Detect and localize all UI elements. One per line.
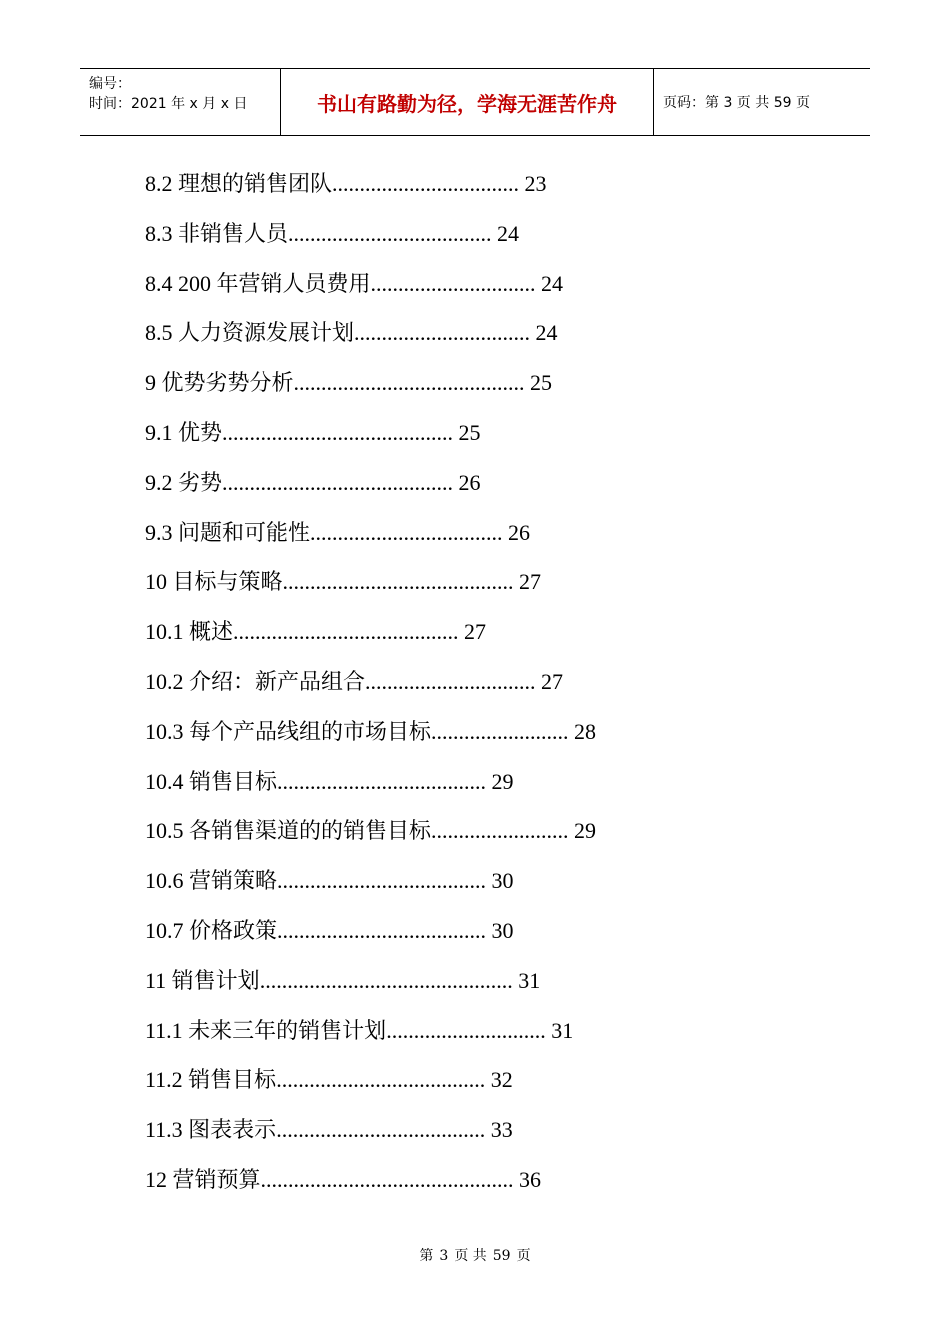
footer-suffix: 页	[516, 1248, 531, 1264]
toc-entry-page-number: 27	[464, 619, 487, 645]
toc-entry-page-number: 31	[551, 1017, 574, 1043]
toc-entry-title: 10.3 每个产品线组的市场目标	[145, 718, 432, 744]
toc-entry-page-number: 31	[518, 967, 541, 993]
toc-entry-leader: ..........................................	[222, 419, 454, 445]
toc-entry-leader: .............................	[386, 1017, 546, 1043]
toc-entry-title: 8.2 理想的销售团队	[145, 171, 333, 196]
toc-entry[interactable]	[145, 762, 596, 812]
toc-entry-title: 9 优势劣势分析	[145, 370, 294, 396]
toc-entry-page-number: 30	[491, 917, 514, 943]
toc-entry-leader: ...................................	[310, 519, 503, 545]
toc-entry-page-number: 23	[524, 171, 547, 196]
toc-entry-leader: .........................	[431, 718, 569, 744]
toc-entry-title: 9.1 优势	[145, 419, 223, 445]
toc-entry-page-number: 24	[535, 320, 558, 346]
toc-entry-title: 8.3 非销售人员	[145, 220, 289, 246]
toc-entry[interactable]	[145, 413, 596, 463]
toc-entry-leader: ..........................................	[293, 370, 525, 396]
toc-entry-page-number: 24	[497, 220, 520, 246]
document-number-label: 编号：	[89, 76, 131, 92]
toc-entry-title: 11.1 未来三年的销售计划	[145, 1017, 387, 1043]
toc-entry[interactable]	[145, 1160, 596, 1210]
toc-entry-leader: .....................................	[288, 220, 492, 246]
toc-entry[interactable]	[145, 662, 596, 712]
toc-entry-page-number: 28	[574, 718, 597, 744]
document-date-label: 时间：2021 年 x 月 x 日	[89, 96, 248, 112]
toc-entry-title: 8.4 200 年营销人员费用	[145, 270, 371, 296]
toc-entry-leader: ..........................................	[222, 469, 454, 495]
toc-entry-title: 8.5 人力资源发展计划	[145, 320, 355, 346]
toc-entry[interactable]	[145, 1060, 596, 1110]
toc-entry-page-number: 29	[574, 818, 597, 844]
footer-prefix: 第	[419, 1248, 434, 1264]
toc-entry-leader: ..............................................	[259, 967, 513, 993]
toc-entry[interactable]	[145, 463, 596, 513]
toc-entry-page-number: 27	[541, 668, 564, 694]
toc-entry[interactable]	[145, 214, 596, 264]
header-motto: 书山有路勤为径，学海无涯苦作舟	[281, 69, 654, 135]
toc-entry[interactable]	[145, 264, 596, 314]
toc-entry-page-number: 33	[490, 1117, 513, 1143]
page-footer	[0, 1245, 950, 1265]
toc-entry-leader: ..........................................	[282, 569, 514, 595]
toc-entry[interactable]	[145, 313, 596, 363]
toc-entry-page-number: 25	[458, 419, 481, 445]
toc-entry-page-number: 29	[491, 768, 514, 794]
toc-entry[interactable]	[145, 562, 596, 612]
toc-entry-leader: ......................................	[277, 868, 487, 894]
toc-entry-leader: ................................	[354, 320, 531, 346]
toc-entry-page-number: 30	[491, 868, 514, 894]
toc-entry-title: 11 销售计划	[145, 967, 260, 993]
toc-entry-page-number: 36	[519, 1166, 542, 1192]
toc-entry[interactable]	[145, 811, 596, 861]
toc-entry[interactable]	[145, 712, 596, 762]
toc-entry-page-number: 32	[490, 1067, 513, 1093]
toc-entry-title: 10.2 介绍：新产品组合	[145, 668, 366, 694]
toc-entry[interactable]	[145, 363, 596, 413]
toc-entry-title: 10.4 销售目标	[145, 768, 278, 794]
toc-entry-leader: ......................................	[277, 917, 487, 943]
page-header	[80, 68, 870, 136]
footer-total-pages: 59	[492, 1248, 511, 1264]
toc-entry-title: 9.2 劣势	[145, 469, 223, 495]
toc-entry-title: 10.5 各销售渠道的的销售目标	[145, 818, 432, 844]
toc-entry-title: 9.3 问题和可能性	[145, 519, 311, 545]
toc-entry-title: 10.1 概述	[145, 619, 234, 645]
toc-entry-leader: ......................................	[277, 768, 487, 794]
toc-entry-title: 12 营销预算	[145, 1166, 261, 1192]
footer-mid: 页 共	[454, 1248, 487, 1264]
toc-entry-leader: ......................................	[276, 1117, 486, 1143]
toc-entry-leader: ..............................................	[260, 1166, 514, 1192]
toc-entry-leader: ..................................	[332, 171, 520, 196]
toc-entry-leader: .........................................	[233, 619, 459, 645]
toc-entry[interactable]	[145, 513, 596, 563]
toc-entry[interactable]	[145, 911, 596, 961]
header-meta	[80, 69, 281, 135]
header-page-info: 页码：第 3 页 共 59 页	[663, 95, 810, 111]
toc-entry-leader: .........................	[431, 818, 569, 844]
toc-entry-page-number: 25	[530, 370, 553, 396]
toc-entry-leader: ...............................	[365, 668, 536, 694]
toc-entry[interactable]	[145, 1011, 596, 1061]
table-of-contents	[145, 164, 596, 1210]
toc-entry-title: 11.3 图表表示	[145, 1117, 277, 1143]
toc-entry-page-number: 24	[541, 270, 564, 296]
toc-entry[interactable]	[145, 164, 596, 214]
toc-entry-page-number: 26	[508, 519, 531, 545]
toc-entry-title: 10.6 营销策略	[145, 868, 278, 894]
toc-entry-title: 10 目标与策略	[145, 569, 283, 595]
footer-current-page: 3	[439, 1248, 449, 1264]
toc-entry[interactable]	[145, 1110, 596, 1160]
toc-entry-leader: ......................................	[276, 1067, 486, 1093]
toc-entry[interactable]	[145, 861, 596, 911]
toc-entry[interactable]	[145, 612, 596, 662]
toc-entry-title: 10.7 价格政策	[145, 917, 278, 943]
toc-entry-leader: ..............................	[370, 270, 536, 296]
toc-entry[interactable]	[145, 961, 596, 1011]
toc-entry-page-number: 27	[519, 569, 542, 595]
toc-entry-page-number: 26	[458, 469, 481, 495]
toc-entry-title: 11.2 销售目标	[145, 1067, 277, 1093]
